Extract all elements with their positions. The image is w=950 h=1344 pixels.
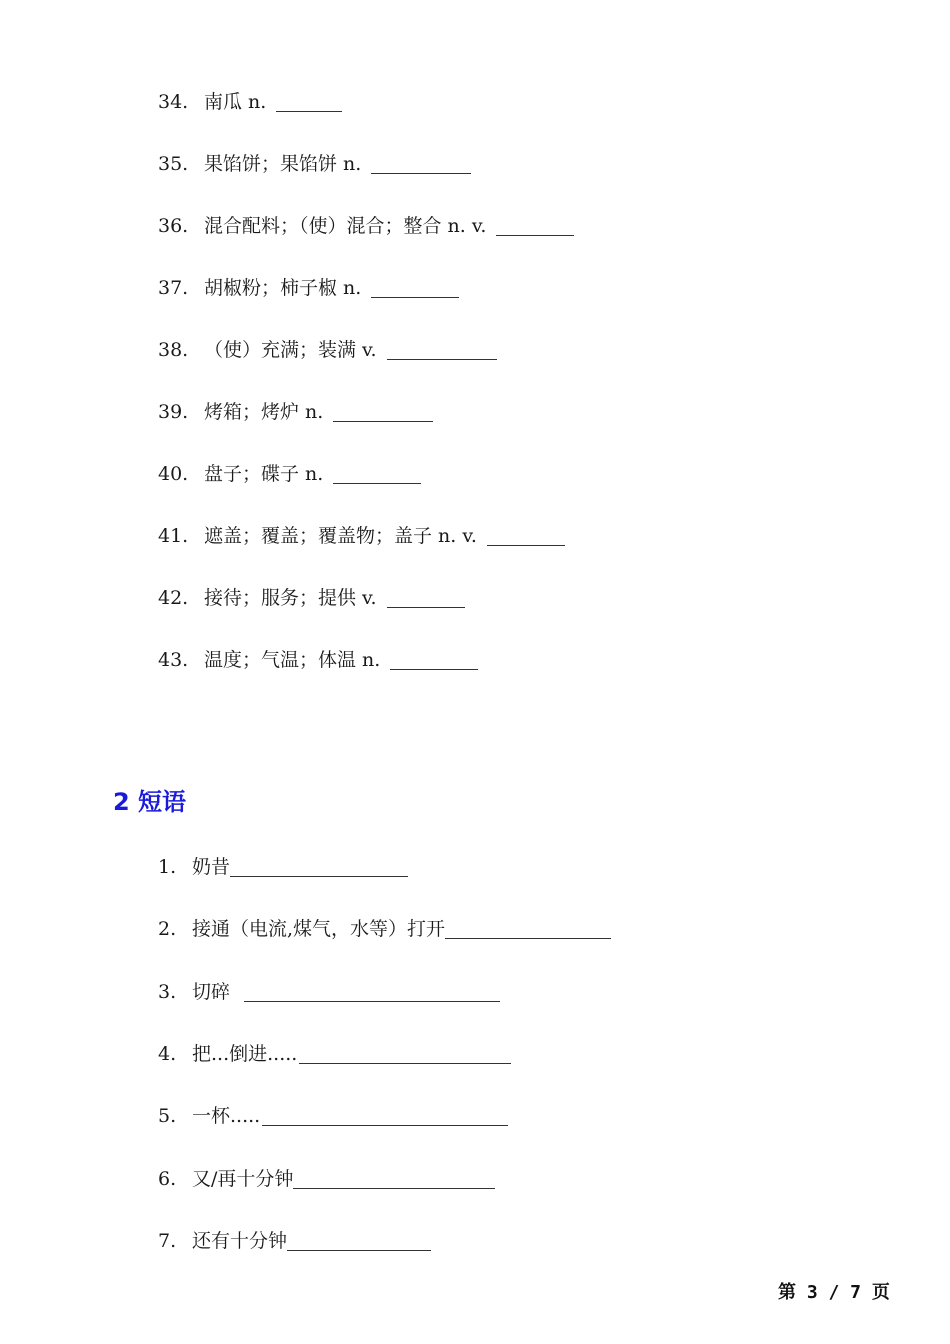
item-number: 35. <box>158 153 189 175</box>
item-text: 烤箱；烤炉 n. <box>204 401 324 423</box>
phrase-item-1 <box>158 855 408 879</box>
item-number: 34. <box>158 91 189 113</box>
vocab-item-34 <box>158 90 342 114</box>
answer-blank[interactable] <box>390 651 478 670</box>
answer-blank[interactable] <box>487 527 565 546</box>
answer-blank[interactable] <box>287 1232 431 1251</box>
item-text: 遮盖；覆盖；覆盖物；盖子 n. v. <box>204 525 477 547</box>
vocab-item-43 <box>158 648 478 672</box>
vocab-item-39 <box>158 400 433 424</box>
answer-blank[interactable] <box>244 983 500 1002</box>
item-number: 3. <box>158 981 177 1003</box>
item-text: 接待；服务；提供 v. <box>204 587 377 609</box>
item-number: 6. <box>158 1168 177 1190</box>
item-text: 奶昔 <box>192 856 231 878</box>
vocab-item-35 <box>158 152 471 176</box>
item-text: 盘子；碟子 n. <box>204 463 324 485</box>
item-text: 混合配料；（使）混合；整合 n. v. <box>204 215 487 237</box>
vocab-item-41 <box>158 524 565 548</box>
item-text: 切碎 <box>192 981 231 1003</box>
vocab-item-36 <box>158 214 574 238</box>
vocab-item-42 <box>158 586 465 610</box>
item-number: 1. <box>158 856 177 878</box>
item-number: 39. <box>158 401 189 423</box>
item-text: 果馅饼；果馅饼 n. <box>204 153 362 175</box>
answer-blank[interactable] <box>262 1107 508 1126</box>
phrase-item-2 <box>158 917 611 941</box>
item-text: 胡椒粉；柿子椒 n. <box>204 277 362 299</box>
vocab-item-37 <box>158 276 459 300</box>
item-number: 5. <box>158 1105 177 1127</box>
item-text: 接通（电流,煤气，水等）打开 <box>192 918 446 940</box>
phrase-item-7 <box>158 1229 431 1253</box>
answer-blank[interactable] <box>496 217 574 236</box>
answer-blank[interactable] <box>387 589 465 608</box>
answer-blank[interactable] <box>276 93 342 112</box>
answer-blank[interactable] <box>230 858 408 877</box>
section-heading: 2 短语 <box>113 788 187 816</box>
phrase-item-3 <box>158 980 500 1004</box>
item-text: 还有十分钟 <box>192 1230 288 1252</box>
answer-blank[interactable] <box>371 279 459 298</box>
item-text: 把...倒进..... <box>192 1043 298 1065</box>
item-number: 41. <box>158 525 189 547</box>
item-text: 又/再十分钟 <box>192 1168 294 1190</box>
item-number: 43. <box>158 649 189 671</box>
phrase-item-5 <box>158 1104 508 1128</box>
item-number: 40. <box>158 463 189 485</box>
answer-blank[interactable] <box>445 920 611 939</box>
vocab-item-38 <box>158 338 497 362</box>
answer-blank[interactable] <box>387 341 497 360</box>
answer-blank[interactable] <box>371 155 471 174</box>
page-number: 第 3 / 7 页 <box>778 1282 890 1303</box>
item-number: 7. <box>158 1230 177 1252</box>
phrase-item-4 <box>158 1042 511 1066</box>
item-number: 4. <box>158 1043 177 1065</box>
answer-blank[interactable] <box>333 465 421 484</box>
item-text: 一杯..... <box>192 1105 261 1127</box>
answer-blank[interactable] <box>299 1045 511 1064</box>
item-text: （使）充满；装满 v. <box>204 339 377 361</box>
answer-blank[interactable] <box>333 403 433 422</box>
item-text: 温度；气温；体温 n. <box>204 649 381 671</box>
vocab-item-40 <box>158 462 421 486</box>
answer-blank[interactable] <box>293 1170 495 1189</box>
phrase-item-6 <box>158 1167 495 1191</box>
item-number: 42. <box>158 587 189 609</box>
item-number: 36. <box>158 215 189 237</box>
item-number: 37. <box>158 277 189 299</box>
item-number: 38. <box>158 339 189 361</box>
item-number: 2. <box>158 918 177 940</box>
item-text: 南瓜 n. <box>204 91 267 113</box>
